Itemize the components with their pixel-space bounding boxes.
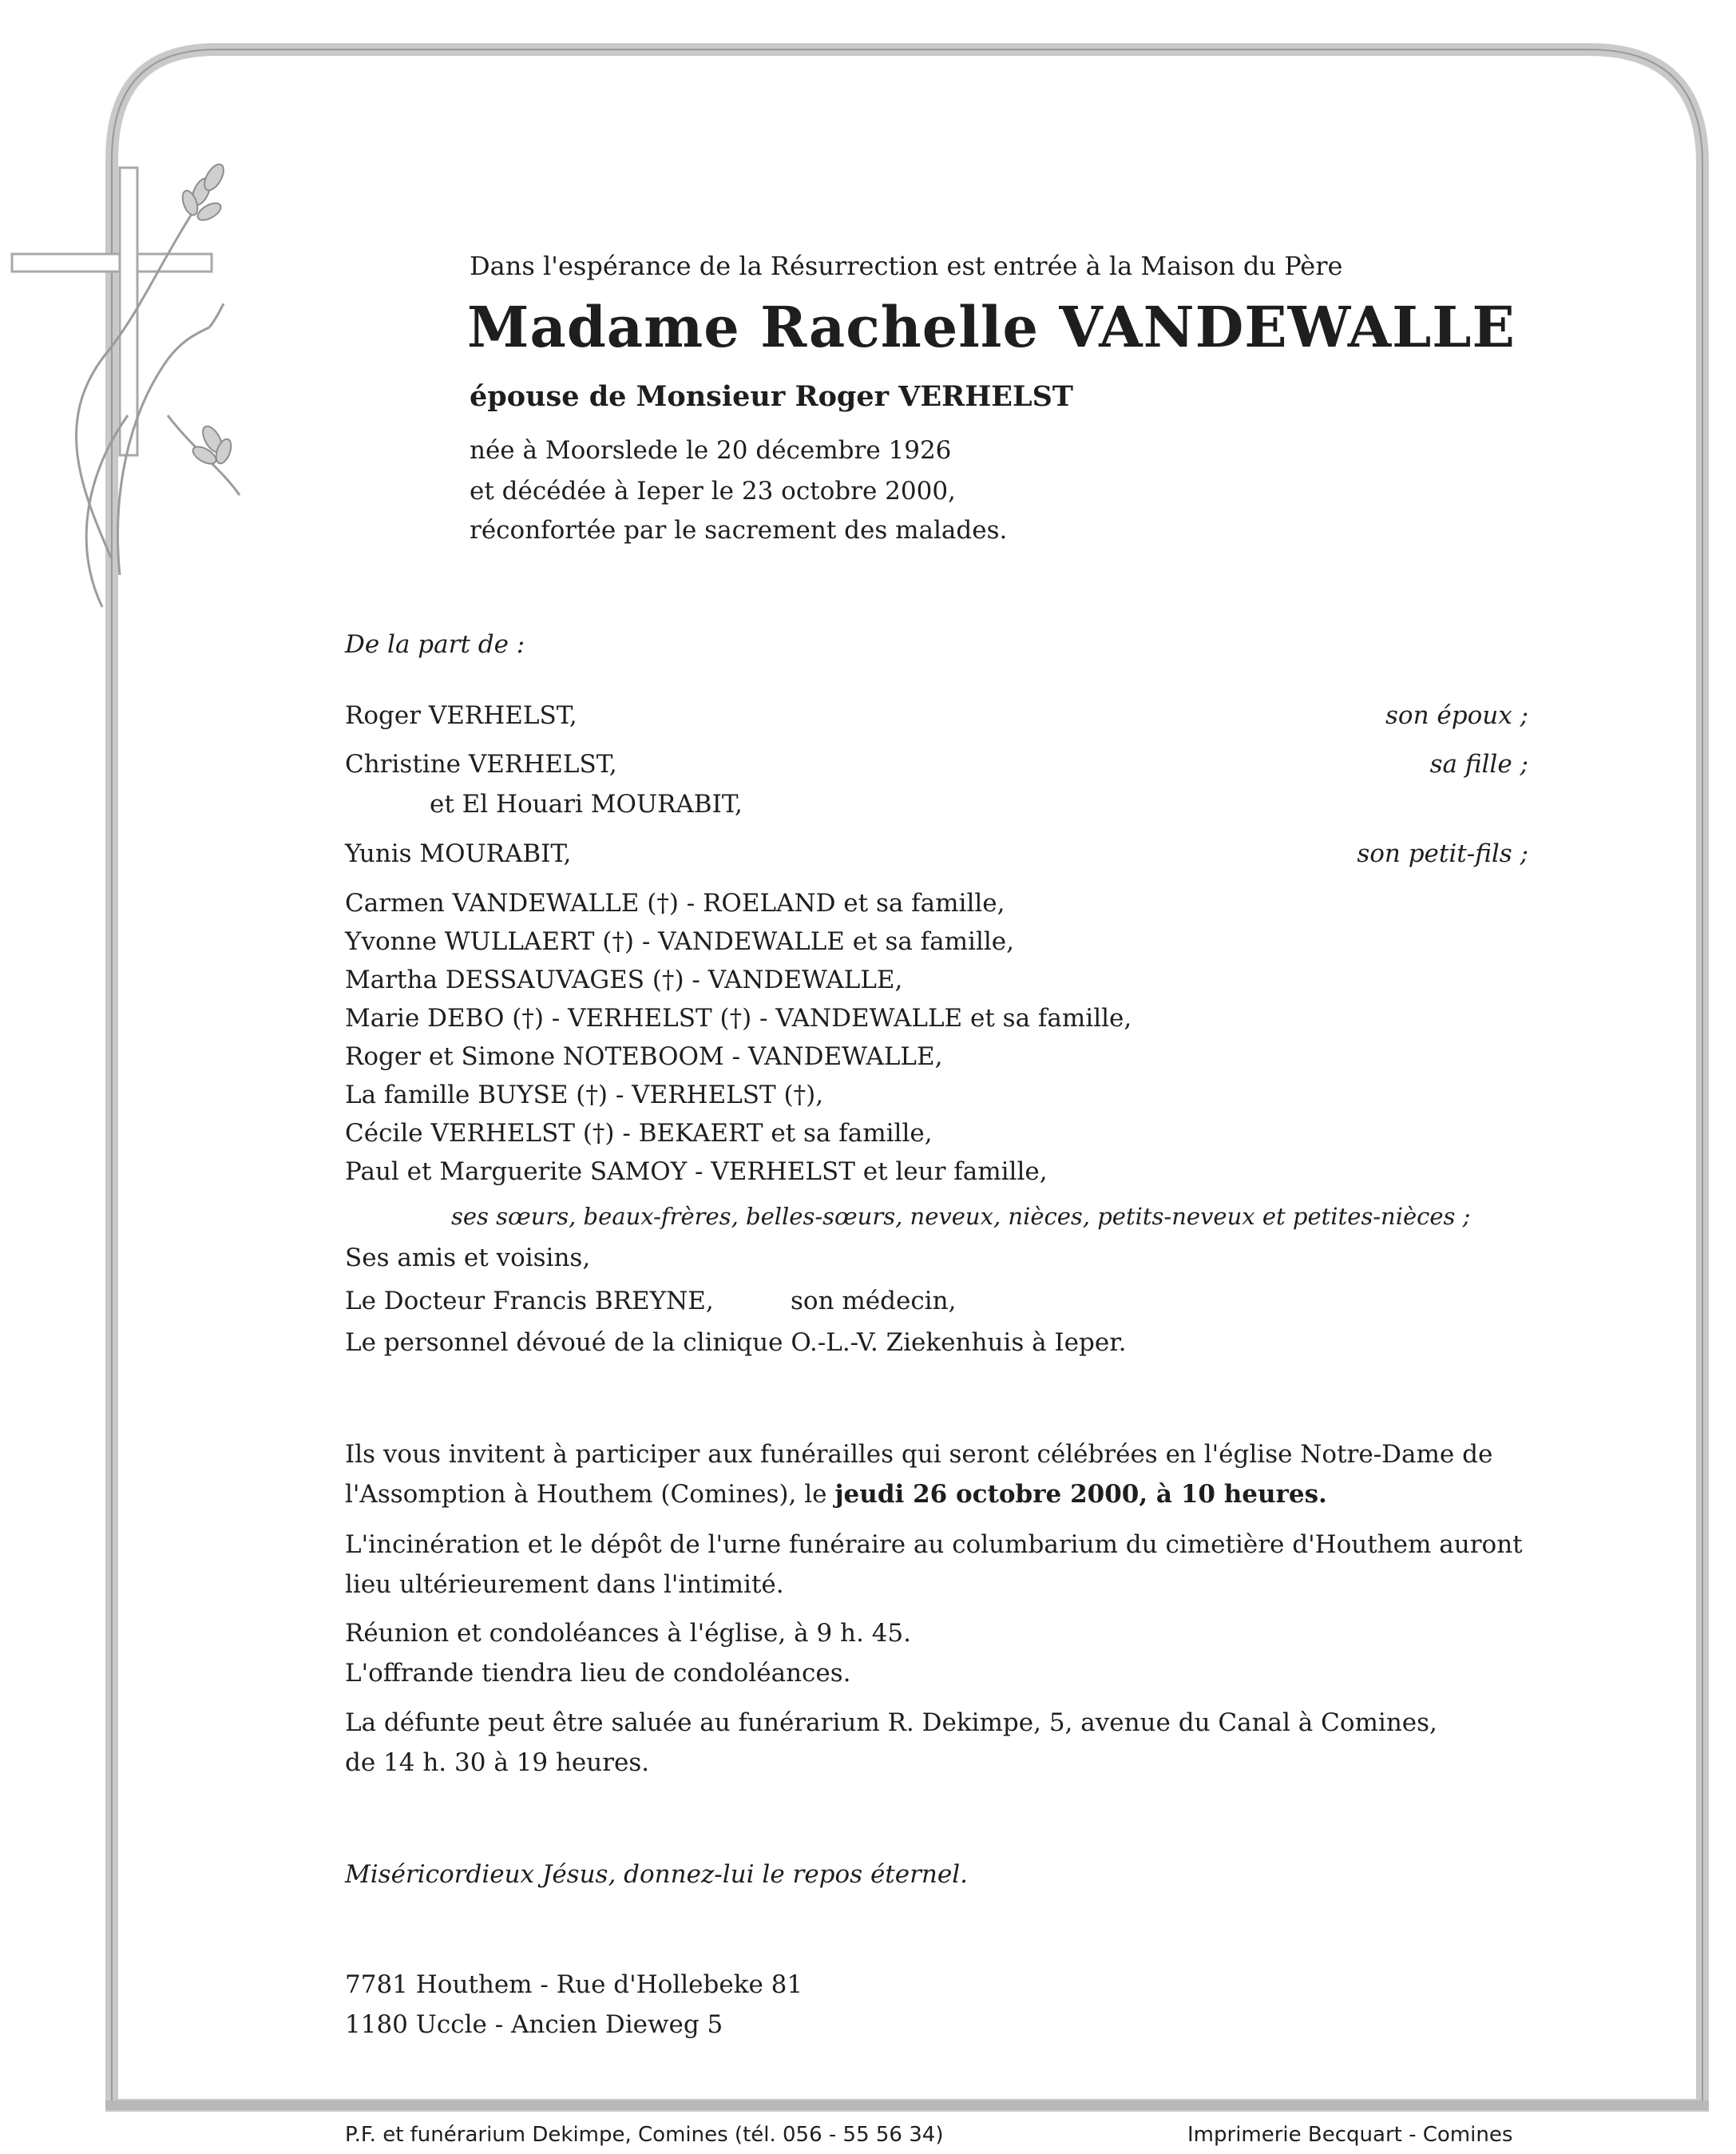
death-line: et décédée à Ieper le 23 octobre 2000, xyxy=(470,477,956,506)
family-member-role: son époux ; xyxy=(1385,701,1528,730)
footer-funeral-home: P.F. et funérarium Dekimpe, Comines (tél. 056 - 55 56 34) xyxy=(345,2123,944,2147)
invite-line-start: l'Assomption à Houthem (Comines), le xyxy=(345,1480,835,1509)
family-member-role: son petit-fils ; xyxy=(1357,839,1528,868)
family-member-name: Roger VERHELST, xyxy=(345,701,577,730)
meeting-line: Réunion et condoléances à l'église, à 9 h. 45. xyxy=(345,1619,911,1648)
staff-line: Le personnel dévoué de la clinique O.-L.-V. Ziekenhuis à Ieper. xyxy=(345,1328,1127,1357)
family-intro: De la part de : xyxy=(345,630,525,659)
wheat-icon xyxy=(77,176,240,607)
doctor-role: son médecin, xyxy=(791,1287,957,1315)
relative-line: Carmen VANDEWALLE (†) - ROELAND et sa famille, xyxy=(345,889,1005,918)
invite-line: Ils vous invitent à participer aux funérailles qui seront célébrées en l'église Notre-Dame de xyxy=(345,1440,1493,1469)
relative-line: La famille BUYSE (†) - VERHELST (†), xyxy=(345,1081,824,1109)
deceased-name: Madame Rachelle VANDEWALLE xyxy=(467,294,1516,360)
family-member-name: Yunis MOURABIT, xyxy=(345,839,572,868)
spouse-line: épouse de Monsieur Roger VERHELST xyxy=(470,380,1073,413)
viewing-line: La défunte peut être saluée au funérarium R. Dekimpe, 5, avenue du Canal à Comines, xyxy=(345,1708,1437,1737)
intro-text: Dans l'espérance de la Résurrection est entrée à la Maison du Père xyxy=(470,251,1343,281)
address-line: 7781 Houthem - Rue d'Hollebeke 81 xyxy=(345,1970,803,1999)
invite-line-2 xyxy=(345,1479,1327,1509)
relatives-summary: ses sœurs, beaux-frères, belles-sœurs, neveux, nièces, petits-neveux et petites-nièces ; xyxy=(451,1203,1471,1230)
family-member-name: Christine VERHELST, xyxy=(345,750,617,779)
cremation-line: L'incinération et le dépôt de l'urne funéraire au columbarium du cimetière d'Houthem auront xyxy=(345,1530,1523,1559)
relative-line: Paul et Marguerite SAMOY - VERHELST et leur famille, xyxy=(345,1157,1048,1186)
funeral-date: jeudi 26 octobre 2000, à 10 heures. xyxy=(834,1480,1327,1509)
doctor-name: Le Docteur Francis BREYNE, xyxy=(345,1287,714,1315)
family-member-role: sa fille ; xyxy=(1429,750,1528,779)
viewing-hours: de 14 h. 30 à 19 heures. xyxy=(345,1748,650,1777)
prayer-line: Miséricordieux Jésus, donnez-lui le repos éternel. xyxy=(345,1860,968,1889)
relative-line: Martha DESSAUVAGES (†) - VANDEWALLE, xyxy=(345,966,903,994)
offering-line: L'offrande tiendra lieu de condoléances. xyxy=(345,1659,851,1688)
family-member-name: et El Houari MOURABIT, xyxy=(430,790,743,819)
relative-line: Marie DEBO (†) - VERHELST (†) - VANDEWALLE et sa famille, xyxy=(345,1004,1132,1033)
relative-line: Yvonne WULLAERT (†) - VANDEWALLE et sa famille, xyxy=(345,927,1014,956)
address-line: 1180 Uccle - Ancien Dieweg 5 xyxy=(345,2010,723,2039)
cremation-line-2: lieu ultérieurement dans l'intimité. xyxy=(345,1570,784,1599)
relative-line: Cécile VERHELST (†) - BEKAERT et sa famille, xyxy=(345,1119,933,1148)
wheat-ear-icon xyxy=(180,161,234,467)
footer-printer: Imprimerie Becquart - Comines xyxy=(1187,2123,1513,2147)
birth-line: née à Moorslede le 20 décembre 1926 xyxy=(470,436,952,465)
sacrament-line: réconfortée par le sacrement des malades. xyxy=(470,516,1008,545)
relative-line: Roger et Simone NOTEBOOM - VANDEWALLE, xyxy=(345,1042,943,1071)
friends-line: Ses amis et voisins, xyxy=(345,1244,591,1272)
